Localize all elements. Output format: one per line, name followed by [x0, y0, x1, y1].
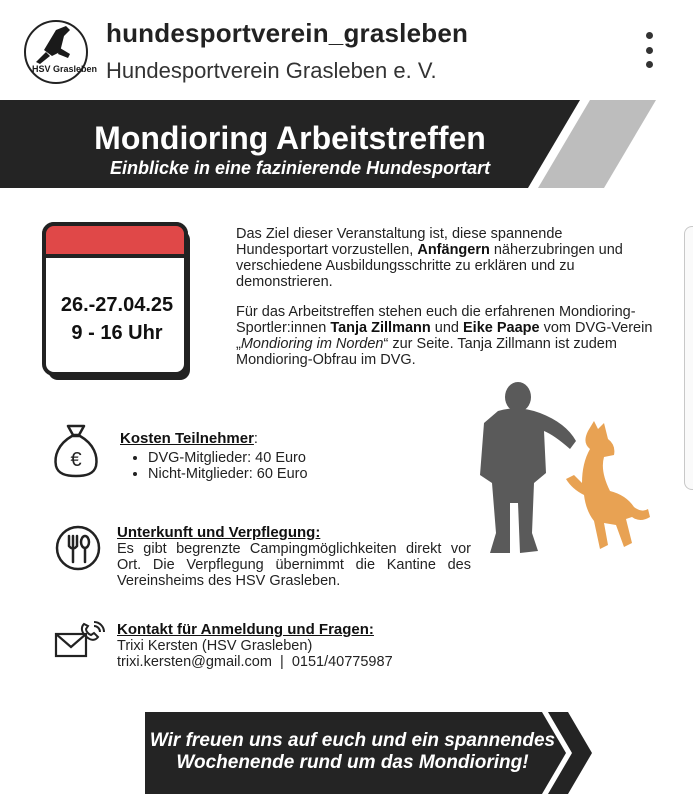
flyer-subtitle: Einblicke in eine fazinierende Hundesportart [110, 158, 491, 178]
intro-text-part: “ zur Seite. Tanja Zillmann ist zudem Mondioring-Obfrau im DVG. [236, 336, 617, 368]
dog-silhouette-icon [566, 421, 650, 549]
costs-colon: : [253, 431, 258, 447]
intro-text-part: und [430, 320, 464, 336]
avatar-text: HSV Grasleben [32, 64, 98, 74]
contact-phone[interactable]: 0151/40775987 [291, 654, 393, 670]
intro-paragraph-1 [236, 226, 656, 290]
more-dot [646, 61, 653, 68]
intro-text-part: vom DVG-Verein „ [236, 320, 653, 352]
lodging-text: Es gibt begrenzte Campingmöglichkeiten direkt vor Ort. Die Verpflegung übernimmt die Kantine des Vereinsheims des HSV Grasleben. [117, 541, 471, 589]
cta-text-line-2: Wochenende rund um das Mondioring! [176, 752, 529, 773]
contact-email[interactable]: trixi.kersten@gmail.com [117, 654, 272, 670]
contact-line [117, 654, 477, 670]
trainer-and-dog-illustration [476, 383, 656, 573]
money-bag-icon [52, 422, 100, 483]
svg-text:€: € [70, 449, 82, 471]
intro-paragraph-2 [236, 304, 656, 368]
cost-item: • Nicht-Mitglieder: 60 Euro [148, 466, 380, 482]
next-post-edge [684, 226, 693, 490]
contact-separator: | [279, 654, 284, 670]
intro-text-part: Das Ziel dieser Veranstaltung ist, diese spannende Hundesportart vorzustellen, [236, 226, 563, 258]
intro-text [236, 226, 656, 382]
club-logo-icon [26, 22, 98, 82]
contact-section [117, 621, 477, 670]
cost-item: • DVG-Mitglieder: 40 Euro [148, 450, 380, 466]
intro-bold-beginners: Anfängern [417, 242, 490, 258]
lodging-heading: Unterkunft und Verpflegung: [117, 524, 321, 541]
post-image-flyer[interactable] [0, 100, 692, 800]
more-dot [646, 32, 653, 39]
mail-phone-icon [54, 620, 106, 665]
post-header [0, 0, 692, 100]
account-display-name: Hundesportverein Grasleben e. V. [106, 58, 437, 83]
event-date: 26.-27.04.25 [60, 294, 174, 316]
trainer-name-1: Tanja Zillmann [330, 320, 431, 336]
costs-list [120, 450, 380, 482]
event-calendar [42, 222, 192, 382]
intro-text-part: Für das Arbeitstreffen stehen euch die erfahrenen Mondioring-Sportler:innen [236, 304, 636, 336]
club-name: Mondioring im Norden [240, 336, 384, 352]
more-dot [646, 47, 653, 54]
more-options-icon[interactable] [634, 32, 664, 68]
trainer-name-2: Eike Paape [463, 320, 540, 336]
fork-spoon-icon [54, 524, 102, 577]
account-username[interactable]: hundesportverein_grasleben [106, 18, 469, 48]
intro-text-part: näherzubringen und verschiedene Ausbildungsschritte zu erklären und zu demonstrieren. [236, 242, 623, 290]
event-time: 9 - 16 Uhr [71, 322, 163, 344]
costs-section [120, 430, 380, 482]
flyer-title: Mondioring Arbeitstreffen [94, 120, 486, 156]
avatar[interactable] [24, 20, 98, 84]
contact-name: Trixi Kersten (HSV Grasleben) [117, 638, 313, 654]
cta-text-line-1: Wir freuen uns auf euch und ein spannendes [149, 730, 556, 751]
trainer-silhouette-icon [480, 382, 576, 553]
contact-heading: Kontakt für Anmeldung und Fragen: [117, 621, 374, 638]
lodging-section [117, 524, 471, 589]
costs-heading: Kosten Teilnehmer [120, 430, 254, 447]
